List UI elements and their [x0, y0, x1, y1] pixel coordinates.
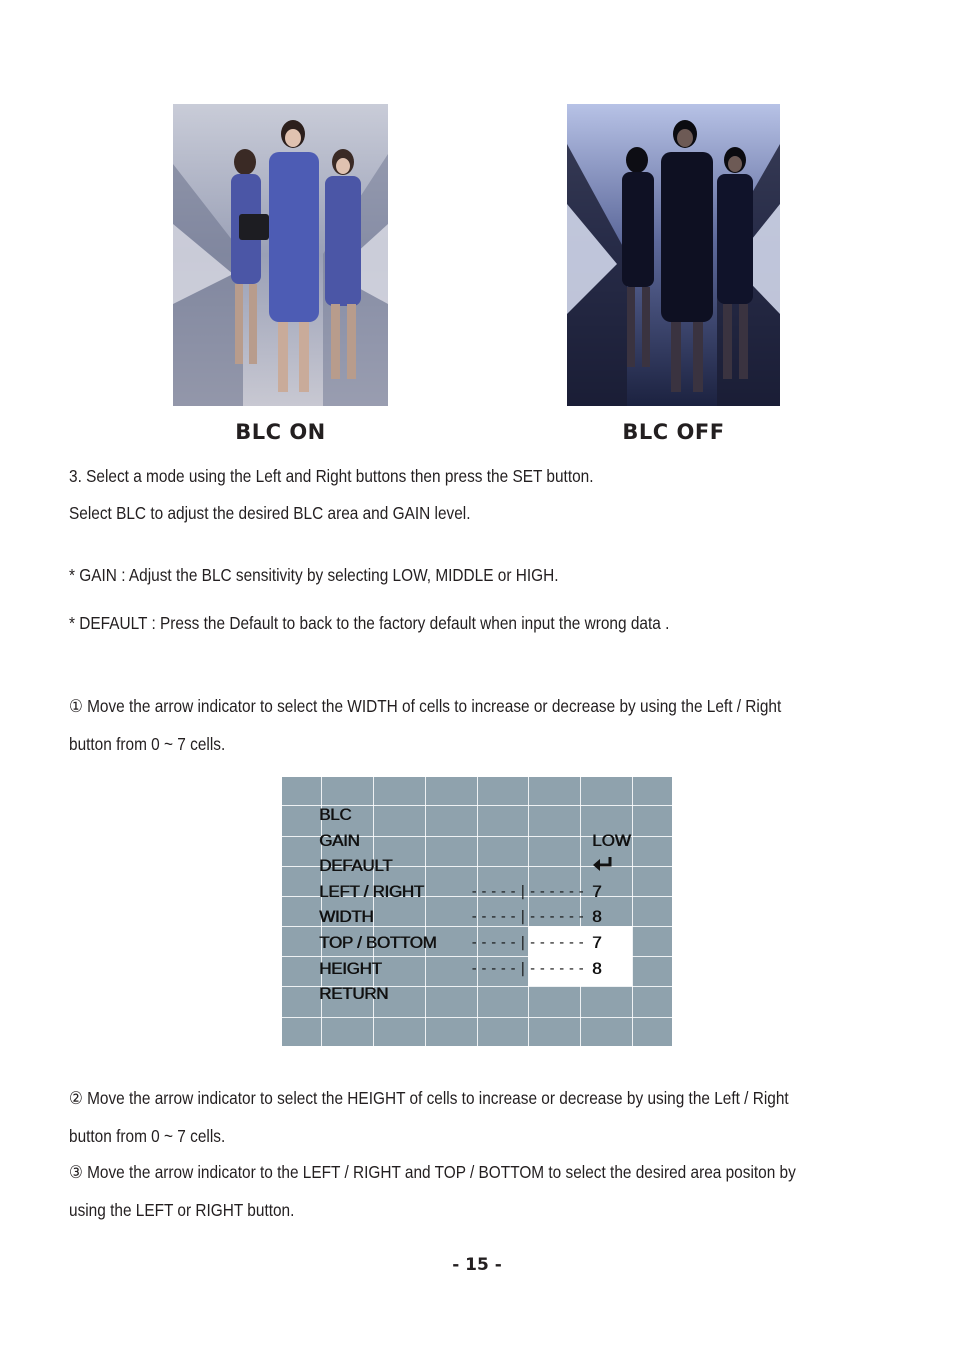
blc-off-photo	[567, 104, 780, 406]
osd-item-gain: GAIN	[319, 831, 360, 850]
gain-note: * GAIN : Adjust the BLC sensitivity by selecting LOW, MIDDLE or HIGH.	[69, 565, 559, 585]
default-note: * DEFAULT : Press the Default to back to the factory default when input the wrong data .	[69, 613, 670, 633]
osd-item-left-right: LEFT / RIGHT	[319, 882, 424, 901]
osd-height-bar: -----|------	[470, 961, 587, 977]
osd-item-top-bottom: TOP / BOTTOM	[319, 933, 437, 952]
osd-item-height: HEIGHT	[319, 959, 382, 978]
blc-off-caption: BLC OFF	[622, 420, 725, 444]
width-instruction-line1: ① Move the arrow indicator to select the WIDTH of cells to increase or decrease by using the Left / Right	[69, 696, 782, 716]
osd-width-bar: -----|------	[470, 909, 587, 925]
osd-item-width: WIDTH	[319, 907, 374, 926]
blc-on-photo	[173, 104, 388, 406]
osd-item-blc: BLC	[319, 805, 352, 824]
blc-on-caption: BLC ON	[235, 420, 326, 444]
osd-height-value: 8	[592, 959, 602, 978]
blc-osd-menu	[282, 777, 672, 1046]
position-instruction-line2: using the LEFT or RIGHT button.	[69, 1200, 295, 1220]
return-arrow-icon	[592, 854, 614, 874]
osd-top-bottom-value: 7	[592, 933, 602, 952]
osd-left-right-bar: -----|------	[470, 884, 587, 900]
position-instruction-line1: ③ Move the arrow indicator to the LEFT / RIGHT and TOP / BOTTOM to select the desired area positon by	[69, 1162, 796, 1182]
osd-top-bottom-bar: -----|------	[470, 935, 587, 951]
osd-item-return: RETURN	[319, 984, 389, 1003]
step3-instruction: 3. Select a mode using the Left and Right buttons then press the SET button.	[69, 466, 594, 486]
height-instruction-line1: ② Move the arrow indicator to select the HEIGHT of cells to increase or decrease by using the Left / Right	[69, 1088, 789, 1108]
width-instruction-line2: button from 0 ~ 7 cells.	[69, 734, 226, 754]
osd-left-right-value: 7	[592, 882, 602, 901]
height-instruction-line2: button from 0 ~ 7 cells.	[69, 1126, 226, 1146]
osd-width-value: 8	[592, 907, 602, 926]
osd-item-default: DEFAULT	[319, 856, 393, 875]
page-number: - 15 -	[452, 1255, 502, 1275]
blc-select-text: Select BLC to adjust the desired BLC area and GAIN level.	[69, 503, 471, 523]
osd-gain-value: LOW	[592, 831, 631, 850]
